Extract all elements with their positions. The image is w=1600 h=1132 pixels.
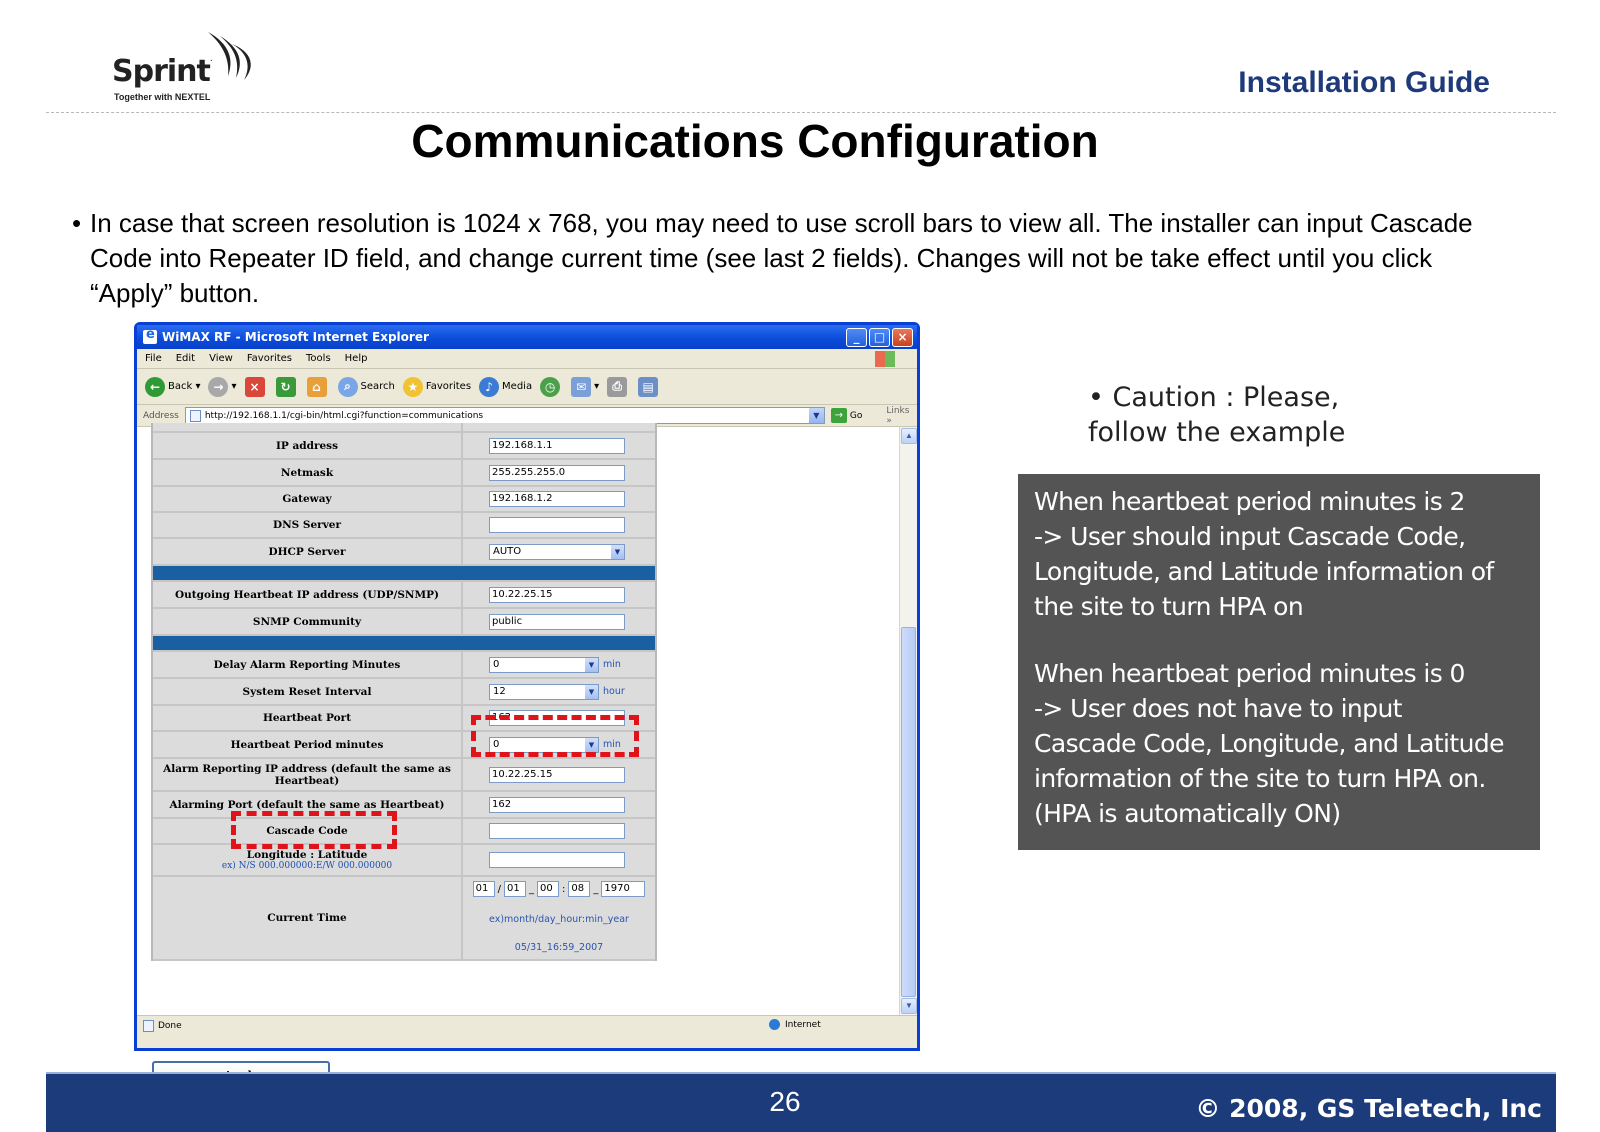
netmask-label: Netmask: [153, 460, 463, 485]
links-label: Links: [886, 405, 910, 416]
media-label: Media: [502, 381, 533, 392]
copyright: © 2008, GS Teletech, Inc: [1195, 1094, 1542, 1123]
menu-tools[interactable]: Tools: [306, 353, 331, 364]
mail-icon: ✉: [571, 377, 591, 397]
current-time-label: Current Time: [153, 877, 463, 959]
alarm-ip-field[interactable]: 10.22.25.15: [489, 767, 625, 783]
go-button[interactable]: [831, 408, 862, 423]
snmp-community-field[interactable]: public: [489, 614, 625, 630]
time-day-field[interactable]: 01: [504, 881, 526, 897]
zone-text: Internet: [785, 1019, 821, 1030]
guide-title: Installation Guide: [1238, 66, 1490, 99]
media-button[interactable]: [479, 377, 532, 397]
table-cell: [463, 423, 655, 431]
ip-address-field[interactable]: 192.168.1.1: [489, 438, 625, 454]
menu-edit[interactable]: Edit: [175, 353, 196, 364]
alarm-ip-label: Alarm Reporting IP address (default the same as Heartbeat): [153, 759, 463, 790]
page-icon: [190, 410, 201, 422]
scroll-thumb[interactable]: [901, 627, 916, 997]
sprint-logo: [108, 30, 268, 105]
table-cell: [463, 487, 655, 511]
close-icon[interactable]: ×: [892, 328, 913, 347]
table-row: [153, 792, 655, 819]
menu-view[interactable]: View: [209, 353, 233, 364]
cascade-code-highlight: [231, 811, 397, 849]
media-icon: ♪: [479, 377, 499, 397]
longitude-latitude-label: Longitude : Latitude: [246, 849, 368, 861]
longitude-latitude-hint: ex) N/S 000.000000:E/W 000.000000: [221, 861, 393, 871]
delay-alarm-select[interactable]: [489, 657, 599, 673]
delay-alarm-value: 0: [493, 658, 500, 670]
intro-bullet: •: [72, 208, 82, 238]
table-cell: [463, 582, 655, 607]
address-value: http://192.168.1.1/cgi-bin/html.cgi?function=communications: [204, 410, 484, 421]
links-button[interactable]: Links »: [886, 405, 910, 426]
gateway-label: Gateway: [153, 487, 463, 511]
browser-titlebar: [137, 325, 917, 349]
caution-line-1: • Caution : Please,: [1088, 382, 1340, 413]
ip-address-label: IP address: [153, 433, 463, 458]
time-separator: :: [562, 883, 566, 895]
heartbeat-ip-field[interactable]: 10.22.25.15: [489, 587, 625, 603]
chevron-down-icon: ▼: [585, 685, 598, 699]
table-row: [153, 609, 655, 636]
dns-server-field[interactable]: [489, 517, 625, 533]
table-row: [153, 423, 655, 433]
table-cell: [463, 759, 655, 790]
gateway-field[interactable]: 192.168.1.2: [489, 491, 625, 507]
maximize-icon[interactable]: □: [869, 328, 890, 347]
heartbeat-ip-label: Outgoing Heartbeat IP address (UDP/SNMP): [153, 582, 463, 607]
address-input[interactable]: [185, 407, 825, 424]
delay-alarm-label: Delay Alarm Reporting Minutes: [153, 652, 463, 677]
history-button[interactable]: [540, 377, 563, 397]
heartbeat-port-field[interactable]: 162: [489, 710, 625, 726]
longitude-latitude-cell: [153, 845, 463, 875]
table-row: [153, 487, 655, 513]
table-row: [153, 539, 655, 566]
note-paragraph-1: When heartbeat period minutes is 2 -> User should input Cascade Code, Longitude, and Latitude information of the site to turn HPA on: [1034, 487, 1494, 621]
mail-button[interactable]: ✉ ▾: [571, 377, 599, 397]
caution-line-2: follow the example: [1088, 417, 1346, 448]
windows-flag-icon: [875, 351, 895, 367]
time-minute-field[interactable]: 08: [568, 881, 590, 897]
time-example: 05/31_16:59_2007: [514, 942, 604, 953]
time-format-hint: ex)month/day_hour:min_year: [489, 914, 629, 925]
system-reset-unit: hour: [603, 686, 625, 697]
refresh-icon: ↻: [276, 377, 296, 397]
favorites-label: Favorites: [425, 381, 472, 392]
print-icon: ⎙: [607, 377, 627, 397]
back-arrow-icon: ←: [145, 377, 165, 397]
cascade-code-field[interactable]: [489, 823, 625, 839]
menu-help[interactable]: Help: [344, 353, 368, 364]
intro-text: In case that screen resolution is 1024 x 768, you may need to use scroll bars to view all. The installer can input Cascade Code into Repeater ID field, and change current time (see last 2 fields). Changes will not be take effect until you click “Apply” button.: [90, 208, 1473, 308]
chevron-down-icon: ▼: [585, 658, 598, 672]
ie-logo-icon: [143, 330, 157, 344]
table-row: [153, 582, 655, 609]
intro-paragraph: [72, 206, 1492, 311]
system-reset-label: System Reset Interval: [153, 679, 463, 704]
heartbeat-period-unit: min: [603, 739, 621, 750]
menu-favorites[interactable]: Favorites: [246, 353, 293, 364]
go-arrow-icon: →: [831, 408, 847, 423]
table-row: [153, 877, 655, 961]
page-content: [137, 427, 899, 1015]
heartbeat-port-label: Heartbeat Port: [153, 706, 463, 730]
current-time-inputs: [473, 881, 646, 897]
time-year-separator: _: [593, 883, 599, 895]
chevron-down-icon: ▼: [585, 738, 598, 752]
table-cell: [153, 423, 463, 431]
globe-icon: [769, 1019, 780, 1030]
menu-file[interactable]: File: [145, 353, 162, 364]
table-cell: [463, 433, 655, 458]
logo-wordmark: Sprint.: [112, 54, 212, 89]
page-title: Communications Configuration: [411, 115, 1099, 167]
history-icon: ◷: [540, 377, 560, 397]
logo-tagline: Together with NEXTEL: [114, 92, 211, 102]
table-row: [153, 460, 655, 487]
vertical-scrollbar[interactable]: [899, 427, 917, 1015]
alarm-port-label: Alarming Port (default the same as Heartbeat): [153, 792, 463, 817]
table-cell: [463, 609, 655, 634]
system-reset-select[interactable]: [489, 684, 599, 700]
table-row: [153, 819, 655, 845]
back-label: Back: [168, 381, 193, 392]
table-row: [153, 513, 655, 539]
caution-text: [1088, 380, 1345, 450]
browser-title: WiMAX RF - Microsoft Internet Explorer: [162, 330, 429, 344]
forward-button[interactable]: → ▾: [208, 377, 236, 397]
browser-window: [134, 322, 920, 1051]
home-button[interactable]: [307, 377, 330, 397]
table-cell: [463, 460, 655, 485]
edit-button[interactable]: [638, 377, 661, 397]
home-icon: ⌂: [307, 377, 327, 397]
current-time-cell: [463, 877, 655, 959]
dhcp-server-select[interactable]: [489, 544, 625, 560]
status-bar: [137, 1015, 917, 1035]
section-divider: [153, 566, 655, 582]
table-cell: [463, 539, 655, 564]
security-zone: [769, 1019, 821, 1030]
alarm-port-field[interactable]: 162: [489, 797, 625, 813]
print-button[interactable]: [607, 377, 630, 397]
stop-button[interactable]: [245, 377, 268, 397]
longitude-latitude-field[interactable]: [489, 852, 625, 868]
search-icon: ⌕: [338, 377, 358, 397]
toolbar: [137, 369, 917, 405]
search-label: Search: [360, 381, 395, 392]
page-number: 26: [769, 1086, 801, 1117]
table-row: [153, 433, 655, 460]
heartbeat-period-value: 0: [493, 738, 500, 750]
table-row: [153, 679, 655, 706]
sprint-wing-icon: [200, 30, 270, 90]
cascade-code-label: Cascade Code: [153, 819, 463, 843]
time-hour-field[interactable]: 00: [537, 881, 559, 897]
dhcp-server-value: AUTO: [493, 545, 522, 557]
time-month-field[interactable]: 01: [473, 881, 495, 897]
favorites-button[interactable]: [403, 377, 471, 397]
table-cell: [463, 679, 655, 704]
heartbeat-period-highlight: [471, 715, 639, 757]
go-label: Go: [849, 410, 863, 421]
menu-bar: [137, 349, 917, 369]
netmask-field[interactable]: 255.255.255.0: [489, 465, 625, 481]
table-row: [153, 759, 655, 792]
header-divider: [46, 112, 1556, 113]
table-cell: [463, 652, 655, 677]
table-cell: [463, 513, 655, 537]
minimize-icon[interactable]: _: [846, 328, 867, 347]
scroll-up-icon[interactable]: ▲: [901, 428, 917, 444]
dhcp-server-label: DHCP Server: [153, 539, 463, 564]
address-label: Address: [143, 410, 179, 421]
address-dropdown-icon[interactable]: ▼: [809, 408, 824, 423]
forward-arrow-icon: →: [208, 377, 228, 397]
back-button[interactable]: ← Back ▾: [145, 377, 200, 397]
search-button[interactable]: [338, 377, 395, 397]
section-divider: [153, 636, 655, 652]
table-cell: [463, 792, 655, 817]
status-text: Done: [158, 1020, 182, 1031]
heartbeat-note-box: [1018, 474, 1540, 850]
system-reset-value: 12: [493, 685, 506, 697]
date-time-separator: _: [529, 883, 534, 895]
star-icon: ★: [403, 377, 423, 397]
time-year-field[interactable]: 1970: [601, 881, 645, 897]
edit-page-icon: ▤: [638, 377, 658, 397]
delay-alarm-unit: min: [603, 659, 621, 670]
table-cell: [463, 819, 655, 843]
table-cell: [463, 845, 655, 875]
table-row: [153, 845, 655, 877]
heartbeat-period-label: Heartbeat Period minutes: [153, 732, 463, 757]
communications-form: [151, 423, 657, 961]
page-done-icon: [143, 1020, 154, 1032]
snmp-community-label: SNMP Community: [153, 609, 463, 634]
refresh-button[interactable]: [276, 377, 299, 397]
date-separator: /: [497, 883, 501, 895]
scroll-down-icon[interactable]: ▼: [901, 998, 917, 1014]
table-row: [153, 652, 655, 679]
chevron-down-icon: ▼: [611, 545, 624, 559]
dns-server-label: DNS Server: [153, 513, 463, 537]
note-paragraph-2: When heartbeat period minutes is 0 -> User does not have to input Cascade Code, Longitude, and Latitude information of the site to turn HPA on. (HPA is automatically ON): [1034, 659, 1504, 828]
stop-icon: ×: [245, 377, 265, 397]
